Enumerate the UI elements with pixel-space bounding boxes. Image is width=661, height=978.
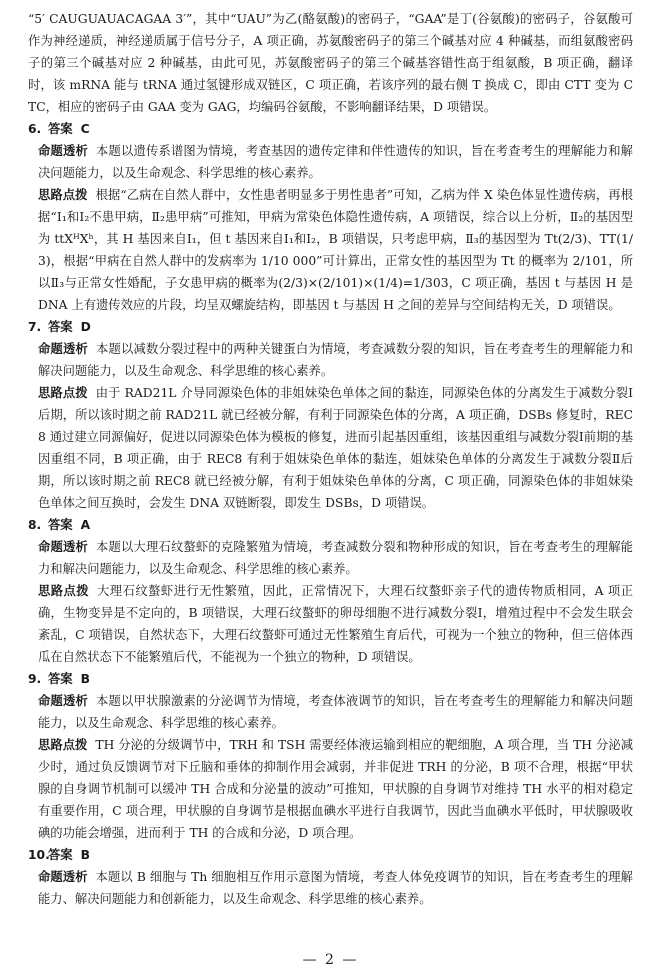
analysis-label: 命题透析 <box>38 540 88 554</box>
analysis-text: 本题以遗传系谱图为情境，考查基因的遗传定律和伴性遗传的知识，旨在考查考生的理解能力和解决问题能力，以及生命观念、科学思维的核心素养。 <box>38 144 633 180</box>
analysis-label: 命题透析 <box>38 694 88 708</box>
answer-value: B <box>80 672 90 686</box>
question-7-header <box>28 316 633 338</box>
idea-text: 由于 RAD21L 介导同源染色体的非姐妹染色单体之间的黏连，同源染色体的分离发生于减数分裂Ⅰ后期，所以该时期之前 RAD21L 就已经被分解，有利于同源染色体的分离，A 项正确，DSBs 修复时，REC8 通过建立同源偏好，促进以同源染色体为模板的修复，进而引起基因重组，该基因重组与减数分裂Ⅰ前期的基因重组不同，B 项正确，由于 REC8 有利于姐妹染色单体的黏连，姐妹染色单体的分离发生于减数分裂Ⅱ后期，所以该时期之前 REC8 就已经被分解，有利于姐妹染色单体的分离，C 项正确，同源染色体的非姐妹染色单体之间互换时，会发生 DNA 双链断裂，即发生 DSBs，D 项错误。 <box>38 386 633 510</box>
idea-label: 思路点拨 <box>38 584 90 598</box>
question-8-analysis <box>28 536 633 580</box>
question-number: 8. <box>28 518 42 532</box>
answer-value: C <box>80 122 90 136</box>
question-number: 7. <box>28 320 42 334</box>
page-number: — 2 — <box>302 952 359 968</box>
question-number: 9. <box>28 672 42 686</box>
question-9-analysis <box>28 690 633 734</box>
answer-value: A <box>80 518 91 532</box>
question-8-idea <box>28 580 633 668</box>
question-number: 6. <box>28 122 42 136</box>
question-7-idea <box>28 382 633 514</box>
question-number: 10. <box>28 848 50 862</box>
analysis-text: 本题以大理石纹螯虾的克隆繁殖为情境，考查减数分裂和物种形成的知识，旨在考查考生的理解能力和解决问题能力，以及生命观念、科学思维的核心素养。 <box>38 540 633 576</box>
idea-label: 思路点拨 <box>38 188 88 202</box>
question-9-header <box>28 668 633 690</box>
idea-text: 大理石纹螯虾进行无性繁殖，因此，正常情况下，大理石纹螯虾亲子代的遗传物质相同，A 项正确，生物变异是不定向的，B 项错误，大理石纹螯虾的卵母细胞不进行减数分裂Ⅰ，增殖过程中不会发生联会紊乱，C 项错误，自然状态下，大理石纹螯虾可通过无性繁殖生育后代，可视为一个独立的物种，但三倍体西瓜在自然状态下不能繁殖后代，不能视为一个独立的物种，D 项错误。 <box>38 584 633 664</box>
intro-paragraph: “5′ CAUGUAUACAGAA 3′”，其中“UAU”为乙(酪氨酸)的密码子，“GAA”是丁(谷氨酸)的密码子，谷氨酸可作为神经递质，神经递质属于信号分子，A 项正确，苏氨酸密码子的第三个碱基对应 4 种碱基，而组氨酸密码子的第三个碱基对应 2 种碱基，由此可见，苏氨酸密码子的第三个碱基容错性高于组氨酸，B 项正确，翻译时，该 mRNA 能与 tRNA 通过氢键形成双链区，C 项正确，若该序列的最右侧 T 换成 C，即由 CTT 变为 CTC，相应的密码子由 GAA 变为 GAG，均编码谷氨酸，不影响翻译结果，D 项错误。 <box>28 12 633 114</box>
question-7-analysis <box>28 338 633 382</box>
answer-label: 答案 <box>48 320 73 334</box>
question-10-header <box>28 844 633 866</box>
question-6-idea <box>28 184 633 316</box>
idea-text: TH 分泌的分级调节中，TRH 和 TSH 需要经体液运输到相应的靶细胞，A 项合理，当 TH 分泌减少时，通过负反馈调节对下丘脑和垂体的抑制作用会减弱，并非促进 TRH 的分泌，B 项不合理，根据“甲状腺的自身调节机制可以缓冲 TH 合成和分泌量的波动”可推知，甲状腺的自身调节对维持 TH 水平的相对稳定有重要作用，C 项合理，甲状腺的自身调节是根据血碘水平进行自我调节，因此当血碘水平低时，甲状腺吸收碘的功能会增强，进而利于 TH 的合成和分泌，D 项合理。 <box>38 738 633 840</box>
analysis-label: 命题透析 <box>38 342 88 356</box>
analysis-text: 本题以减数分裂过程中的两种关键蛋白为情境，考查减数分裂的知识，旨在考查考生的理解能力和解决问题能力，以及生命观念、科学思维的核心素养。 <box>38 342 633 378</box>
question-8-header <box>28 514 633 536</box>
analysis-label: 命题透析 <box>38 144 88 158</box>
answer-label: 答案 <box>48 122 73 136</box>
answer-label: 答案 <box>48 518 73 532</box>
answer-label: 答案 <box>48 672 73 686</box>
question-9-idea <box>28 734 633 844</box>
analysis-label: 命题透析 <box>38 870 88 884</box>
answer-value: B <box>80 848 90 862</box>
idea-label: 思路点拨 <box>38 386 88 400</box>
idea-text: 根据“乙病在自然人群中，女性患者明显多于男性患者”可知，乙病为伴 X 染色体显性遗传病，再根据“Ⅰ₁和Ⅰ₂不患甲病，Ⅱ₂患甲病”可推知，甲病为常染色体隐性遗传病，A 项错误，综合以上分析，Ⅱ₂的基因型为 ttXᴴXʰ，其 H 基因来自Ⅰ₁，但 t 基因来自Ⅰ₁和Ⅰ₂，B 项错误，只考虑甲病，Ⅱ₃的基因型为 Tt(2/3)、TT(1/3)，根据“甲病在自然人群中的发病率为 1/10 000”可计算出，正常女性的基因型为 Tt 的概率为 2/101，所以Ⅱ₃与正常女性婚配，子女患甲病的概率为(2/3)×(2/101)×(1/4)=1/303，C 项正确，基因 t 与基因 H 是 DNA 上有遗传效应的片段，均呈双螺旋结构，即基因 t 与基因 H 之间的差异与空间结构无关，D 项错误。 <box>38 188 633 312</box>
question-10-analysis <box>28 866 633 910</box>
answer-value: D <box>80 320 91 334</box>
answer-label: 答案 <box>48 848 73 862</box>
analysis-text: 本题以 B 细胞与 Th 细胞相互作用示意图为情境，考查人体免疫调节的知识，旨在考查考生的理解能力、解决问题能力和创新能力，以及生命观念、科学思维的核心素养。 <box>38 870 633 906</box>
analysis-text: 本题以甲状腺激素的分泌调节为情境，考查体液调节的知识，旨在考查考生的理解能力和解决问题能力，以及生命观念、科学思维的核心素养。 <box>38 694 633 730</box>
idea-label: 思路点拨 <box>38 738 88 752</box>
question-6-header <box>28 118 633 140</box>
question-6-analysis <box>28 140 633 184</box>
